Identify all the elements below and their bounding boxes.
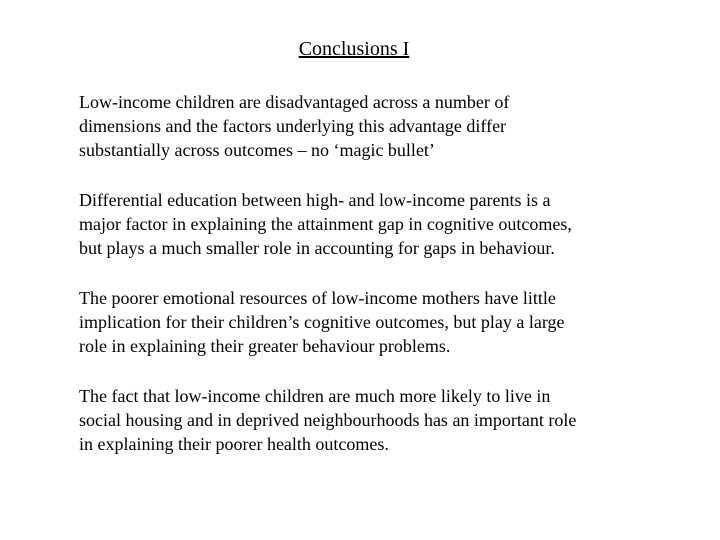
paragraph-line: The poorer emotional resources of low-income mothers have little — [79, 288, 556, 308]
paragraph-line: social housing and in deprived neighbourhoods has an important role — [79, 410, 577, 430]
paragraph-line: Low-income children are disadvantaged across a number of — [79, 92, 510, 112]
paragraph-line: but plays a much smaller role in accounting for gaps in behaviour. — [79, 238, 555, 258]
paragraph-line: major factor in explaining the attainment gap in cognitive outcomes, — [79, 214, 572, 234]
slide-body — [79, 90, 679, 482]
paragraph-line: substantially across outcomes – no ‘magic bullet’ — [79, 140, 435, 160]
paragraph-line: role in explaining their greater behaviour problems. — [79, 336, 451, 356]
paragraph-housing-health — [79, 384, 679, 456]
slide-title: Conclusions I — [298, 38, 410, 60]
paragraph-line: dimensions and the factors underlying this advantage differ — [79, 116, 507, 136]
paragraph-line: in explaining their poorer health outcomes. — [79, 434, 389, 454]
paragraph-line: The fact that low-income children are much more likely to live in — [79, 386, 551, 406]
paragraph-line: Differential education between high- and low-income parents is a — [79, 190, 551, 210]
paragraph-magic-bullet — [79, 90, 679, 162]
paragraph-line: implication for their children’s cognitive outcomes, but play a large — [79, 312, 565, 332]
paragraph-parental-education — [79, 188, 679, 260]
paragraph-emotional-resources — [79, 286, 679, 358]
